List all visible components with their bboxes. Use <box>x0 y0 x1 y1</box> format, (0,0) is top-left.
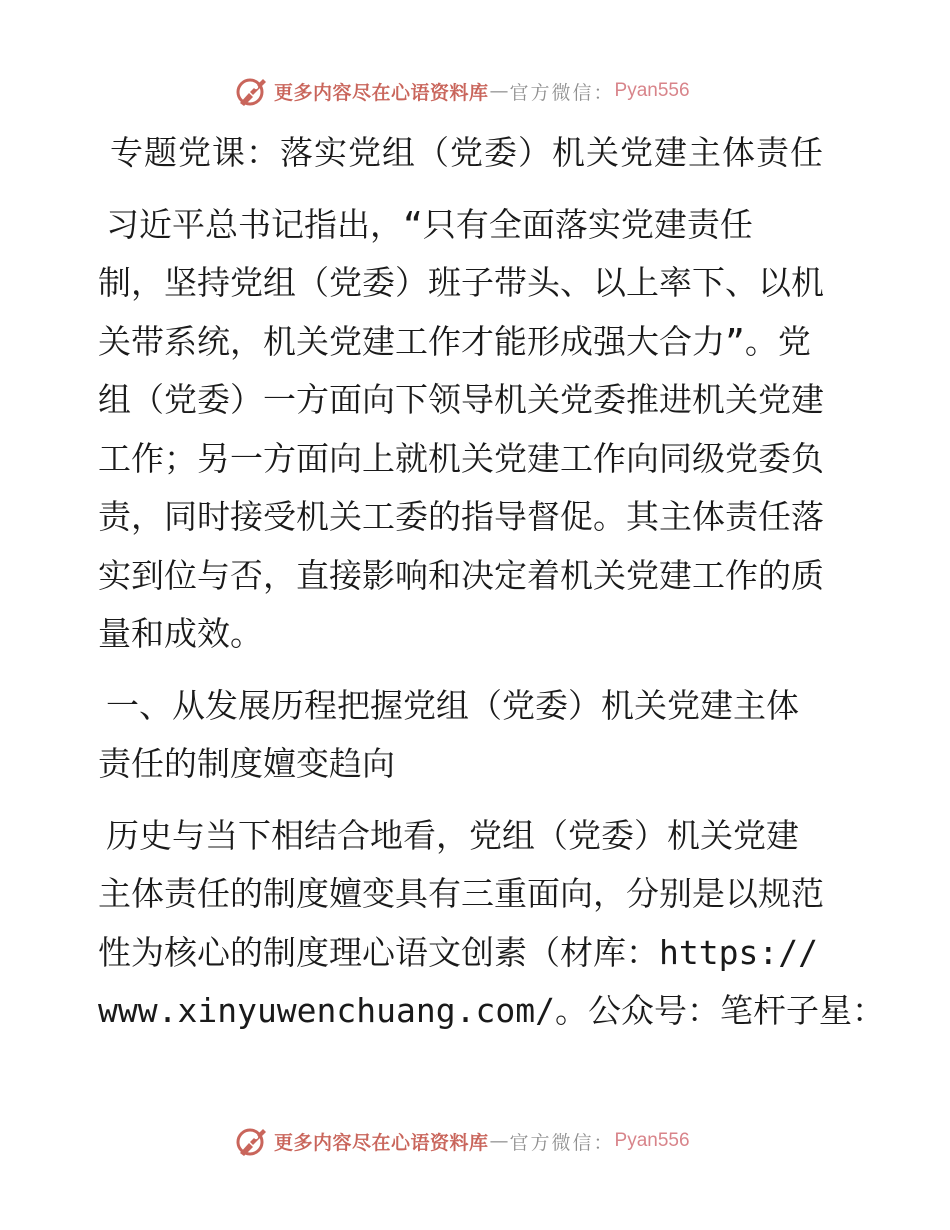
paragraph-line: 实到位与否，直接影响和决定着机关党建工作的质 <box>98 555 824 595</box>
banner-link-text[interactable]: 更多内容尽在心语资料库 <box>274 81 489 104</box>
paragraph-intro <box>98 196 858 664</box>
banner-wechat-id: Pyan556 <box>614 80 690 101</box>
paragraph-line: 关带系统，机关党建工作才能形成强大合力”。党 <box>98 321 811 361</box>
paragraph-line: 责，同时接受机关工委的指导督促。其主体责任落 <box>98 497 824 536</box>
banner-link-text[interactable]: 更多内容尽在心语资料库 <box>274 1131 489 1154</box>
brush-logo-icon <box>236 1125 268 1157</box>
document-body <box>98 124 885 1041</box>
paragraph-line: 主体责任的制度嬗变具有三重面向，分别是以规范 <box>98 874 824 913</box>
paragraph-line: www.xinyuwenchuang.com/。公众号：笔杆子星： <box>98 991 885 1030</box>
banner-wechat-label: 官方微信： <box>509 81 615 104</box>
brush-logo-icon <box>236 75 268 107</box>
heading-line: 一、从发展历程把握党组（党委）机关党建主体 <box>106 685 799 725</box>
paragraph-line: 工作；另一方面向上就机关党建工作向同级党委负 <box>98 438 824 478</box>
banner-wechat-label: 官方微信： <box>509 1131 615 1154</box>
paragraph-line: 量和成效。 <box>98 614 263 653</box>
paragraph-line: 历史与当下相结合地看，党组（党委）机关党建 <box>106 815 799 855</box>
heading-line: 责任的制度嬗变趋向 <box>98 744 395 783</box>
paragraph-history <box>98 807 885 1041</box>
footer-banner <box>236 1124 690 1158</box>
document-title: 专题党课：落实党组（党委）机关党建主体责任 <box>110 133 824 172</box>
banner-separator: — <box>489 80 509 102</box>
section-heading-1 <box>98 677 858 794</box>
paragraph-line: 习近平总书记指出，“只有全面落实党建责任 <box>106 204 753 244</box>
banner-separator: — <box>489 1130 509 1152</box>
paragraph-line: 组（党委）一方面向下领导机关党委推进机关党建 <box>98 380 824 419</box>
banner-wechat-id: Pyan556 <box>614 1130 690 1151</box>
paragraph-line: 性为核心的制度理心语文创素（材库：https:// <box>98 932 818 972</box>
header-banner <box>236 74 690 108</box>
paragraph-line: 制，坚持党组（党委）班子带头、以上率下、以机 <box>98 263 824 302</box>
